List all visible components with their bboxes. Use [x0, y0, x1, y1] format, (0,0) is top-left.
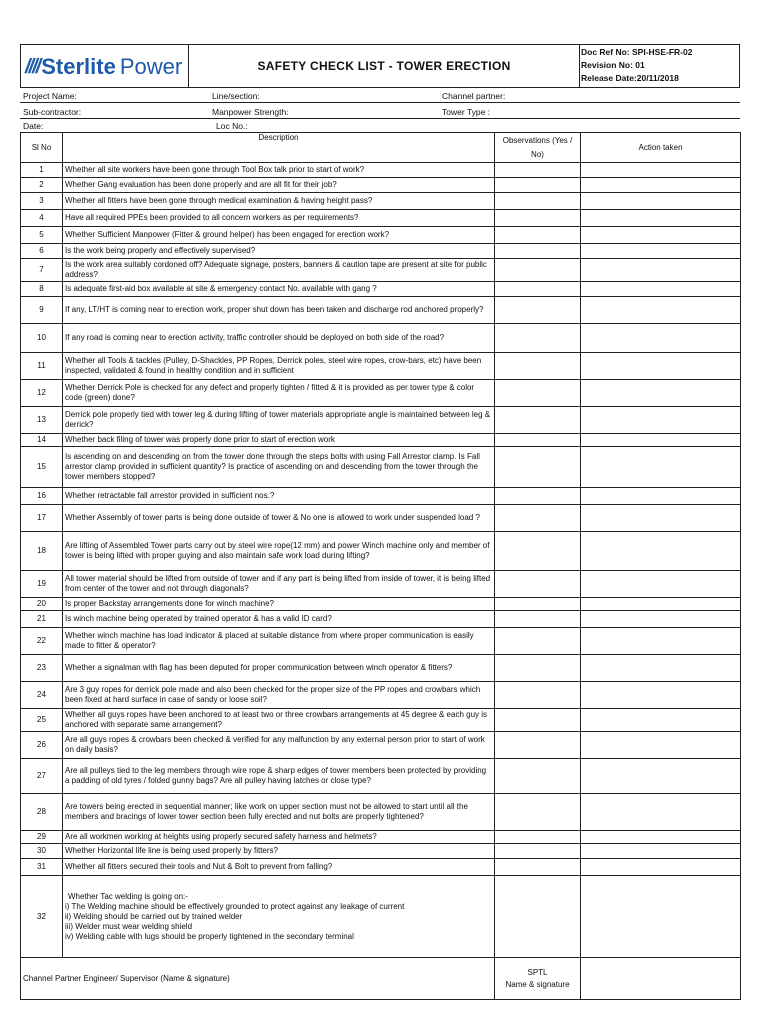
observation-cell[interactable]: [495, 628, 581, 655]
row-description: Whether Sufficient Manpower (Fitter & ground helper) has been engaged for erection work?: [63, 227, 495, 244]
company-logo: [25, 49, 185, 85]
observation-cell[interactable]: [495, 831, 581, 844]
project-name-label: Project Name:: [23, 91, 77, 101]
action-taken-cell[interactable]: [581, 163, 741, 178]
observation-cell[interactable]: [495, 505, 581, 532]
table-row: [21, 178, 741, 193]
action-taken-cell[interactable]: [581, 178, 741, 193]
sptl-label: SPTL: [527, 967, 548, 977]
row-description: Are all workmen working at heights using properly secured safety harness and helmets?: [63, 831, 495, 844]
table-row: [21, 227, 741, 244]
action-taken-cell[interactable]: [581, 844, 741, 859]
row-sl: 21: [21, 611, 63, 628]
row32-line: i) The Welding machine should be effectively grounded to protect against any leakage of current: [65, 901, 405, 911]
sptl-name-signature-label: Name & signature: [505, 979, 570, 989]
row-description: Whether Gang evaluation has been done properly and are all fit for their job?: [63, 178, 495, 193]
row-description: Whether back filing of tower was properly done prior to start of erection work: [63, 434, 495, 447]
row-sl: 32: [21, 876, 63, 958]
row32-line: iv) Welding cable with lugs should be properly tightened in the secondary terminal: [65, 931, 354, 941]
row-sl: 24: [21, 682, 63, 709]
observation-cell[interactable]: [495, 794, 581, 831]
row-description: Is the work area suitably cordoned off? Adequate signage, posters, banners & caution tape are present at site for public address?: [63, 259, 495, 282]
observation-cell[interactable]: [495, 876, 581, 958]
action-taken-cell[interactable]: [581, 732, 741, 759]
row-description: Is the work being properly and effectively supervised?: [63, 244, 495, 259]
row-sl: 3: [21, 193, 63, 210]
observation-cell[interactable]: [495, 434, 581, 447]
document-title: SAFETY CHECK LIST - TOWER ERECTION: [188, 45, 580, 87]
row-sl: 4: [21, 210, 63, 227]
observation-cell[interactable]: [495, 380, 581, 407]
table-row: [21, 193, 741, 210]
observation-cell[interactable]: [495, 732, 581, 759]
release-date: Release Date:20/11/2018: [581, 73, 679, 83]
row-sl: 30: [21, 844, 63, 859]
action-taken-cell[interactable]: [581, 794, 741, 831]
observation-cell[interactable]: [495, 259, 581, 282]
observation-cell[interactable]: [495, 407, 581, 434]
row32-line: Whether Tac welding is going on:-: [68, 891, 188, 901]
observation-cell[interactable]: [495, 709, 581, 732]
observation-cell[interactable]: [495, 163, 581, 178]
sptl-signature[interactable]: [495, 958, 581, 1000]
table-row: [21, 598, 741, 611]
row-description: Whether all site workers have been gone through Tool Box talk prior to start of work?: [63, 163, 495, 178]
row-sl: 26: [21, 732, 63, 759]
row-sl: 8: [21, 282, 63, 297]
row-description: Whether a signalman with flag has been deputed for proper communication between winch operator & fitters?: [63, 655, 495, 682]
row-sl: 16: [21, 488, 63, 505]
observation-cell[interactable]: [495, 297, 581, 324]
row-sl: 13: [21, 407, 63, 434]
action-taken-cell[interactable]: [581, 282, 741, 297]
row-sl: 31: [21, 859, 63, 876]
observation-cell[interactable]: [495, 532, 581, 571]
table-row: [21, 324, 741, 353]
info-row-1: [20, 91, 740, 103]
document-info: [581, 46, 739, 85]
info-row-3: [20, 121, 740, 132]
action-taken-cell[interactable]: [581, 227, 741, 244]
col-observations: Observations (Yes / No): [495, 133, 581, 163]
table-row: [21, 282, 741, 297]
table-row: [21, 434, 741, 447]
action-taken-cell[interactable]: [581, 407, 741, 434]
row-description: If any road is coming near to erection activity, traffic controller should be deployed on both side of the road?: [63, 324, 495, 353]
col-action-taken: Action taken: [581, 133, 741, 163]
tower-type-label: Tower Type :: [442, 107, 491, 117]
observation-cell[interactable]: [495, 324, 581, 353]
row-description: Have all required PPEs been provided to all concern workers as per requirements?: [63, 210, 495, 227]
row-description: Are towers being erected in sequential manner; like work on upper section must not be allowed to start until all the members and bracings of lower tower section been fully erected and nut bolts are properly tightened?: [63, 794, 495, 831]
row-description: Whether Horizontal life line is being used properly by fitters?: [63, 844, 495, 859]
loc-no-label: Loc No.:: [216, 121, 248, 131]
doc-ref: Doc Ref No: SPI-HSE-FR-02: [581, 47, 693, 57]
checklist-table: [20, 132, 741, 1000]
row-description: Is ascending on and descending on from the tower done through the steps bolts with using Fall Arrestor clamp. Is Fall arrestor clamp provided in sufficient quantity? Is practice of ascending on and descending from the tower through the tower members stopped?: [63, 447, 495, 488]
row-sl: 27: [21, 759, 63, 794]
row-sl: 18: [21, 532, 63, 571]
row-sl: 25: [21, 709, 63, 732]
action-taken-cell[interactable]: [581, 655, 741, 682]
table-row: [21, 876, 741, 958]
row-description: Is proper Backstay arrangements done for winch machine?: [63, 598, 495, 611]
table-row: [21, 571, 741, 598]
action-taken-cell[interactable]: [581, 831, 741, 844]
table-row: [21, 611, 741, 628]
action-taken-cell[interactable]: [581, 709, 741, 732]
manpower-label: Manpower Strength:: [212, 107, 289, 117]
table-row: [21, 844, 741, 859]
action-taken-cell[interactable]: [581, 505, 741, 532]
logo-text-sterlite: Sterlite: [41, 54, 116, 79]
observation-cell[interactable]: [495, 193, 581, 210]
action-taken-cell[interactable]: [581, 447, 741, 488]
observation-cell[interactable]: [495, 682, 581, 709]
row-description: Whether all Tools & tackles (Pulley, D-Shackles, PP Ropes, Derrick poles, steel wire ropes, crow-bars, etc) have been inspected, validated & found in healthy condition and in sufficient: [63, 353, 495, 380]
row-description: Whether all fitters secured their tools and Nut & Bolt to prevent from falling?: [63, 859, 495, 876]
channel-partner-signature[interactable]: Channel Partner Engineer/ Supervisor (Name & signature): [21, 958, 495, 1000]
action-taken-cell[interactable]: [581, 859, 741, 876]
row-description: Are all guys ropes & crowbars been checked & verified for any malfunction by any external person prior to start of work on daily basis?: [63, 732, 495, 759]
observation-cell[interactable]: [495, 598, 581, 611]
action-taken-cell[interactable]: [581, 532, 741, 571]
table-row: [21, 732, 741, 759]
row-description: Are lifting of Assembled Tower parts carry out by steel wire rope(12 mm) and power Winch machine only and member of tower is being lifted with proper guying and also maintain safe work load during lifting?: [63, 532, 495, 571]
col-description: Description: [63, 133, 495, 163]
table-row: [21, 682, 741, 709]
date-label: Date:: [23, 121, 44, 131]
observation-cell[interactable]: [495, 178, 581, 193]
line-section-label: Line/section:: [212, 91, 260, 101]
observation-cell[interactable]: [495, 859, 581, 876]
observation-cell[interactable]: [495, 611, 581, 628]
table-row: [21, 380, 741, 407]
observation-cell[interactable]: [495, 210, 581, 227]
row-sl: 23: [21, 655, 63, 682]
action-taken-cell[interactable]: [581, 353, 741, 380]
table-row: [21, 163, 741, 178]
observation-cell[interactable]: [495, 244, 581, 259]
table-row: [21, 532, 741, 571]
row-sl: 2: [21, 178, 63, 193]
row-sl: 9: [21, 297, 63, 324]
row-description: If any, LT/HT is coming near to erection work, proper shut down has been taken and discharge rod anchored properly?: [63, 297, 495, 324]
table-row: [21, 407, 741, 434]
action-taken-cell[interactable]: [581, 297, 741, 324]
action-taken-cell[interactable]: [581, 324, 741, 353]
observation-cell[interactable]: [495, 655, 581, 682]
channel-partner-label: Channel partner:: [442, 91, 506, 101]
action-taken-cell[interactable]: [581, 611, 741, 628]
row32-line: iii) Welder must wear welding shield: [65, 921, 193, 931]
row-sl: 19: [21, 571, 63, 598]
action-taken-cell[interactable]: [581, 244, 741, 259]
table-row: [21, 628, 741, 655]
row-description: Are 3 guy ropes for derrick pole made and also been checked for the proper size of the PP ropes and crowbars which been fixed at hard surface in case of sandy or loose soil?: [63, 682, 495, 709]
row-sl: 7: [21, 259, 63, 282]
action-taken-cell[interactable]: [581, 759, 741, 794]
action-taken-cell[interactable]: [581, 380, 741, 407]
observation-cell[interactable]: [495, 844, 581, 859]
table-row: [21, 859, 741, 876]
document-header: [20, 44, 740, 88]
table-row: [21, 709, 741, 732]
row-sl: 14: [21, 434, 63, 447]
row-sl: 1: [21, 163, 63, 178]
row-sl: 22: [21, 628, 63, 655]
col-sl-no: Sl No: [21, 133, 63, 163]
row-description: Whether winch machine has load indicator & placed at suitable distance from where proper communication is easily made to fitter & operator?: [63, 628, 495, 655]
row-sl: 5: [21, 227, 63, 244]
observation-cell[interactable]: [495, 571, 581, 598]
signature-blank-cell[interactable]: [581, 958, 741, 1000]
row-description: Whether all fitters have been gone through medical examination & having height pass?: [63, 193, 495, 210]
logo-stripes-icon: ////: [25, 55, 40, 78]
action-taken-cell[interactable]: [581, 259, 741, 282]
table-row: [21, 210, 741, 227]
table-row: [21, 244, 741, 259]
action-taken-cell[interactable]: [581, 193, 741, 210]
row-sl: 12: [21, 380, 63, 407]
logo-text-power: Power: [119, 54, 183, 79]
row-description: Are all pulleys tied to the leg members through wire rope & sharp edges of tower members been protected by providing a padding of old tyres / folded gunny bags? Are all pulley having latches or close type?: [63, 759, 495, 794]
observation-cell[interactable]: [495, 282, 581, 297]
row-sl: 6: [21, 244, 63, 259]
action-taken-cell[interactable]: [581, 571, 741, 598]
row-sl: 20: [21, 598, 63, 611]
action-taken-cell[interactable]: [581, 210, 741, 227]
table-row: [21, 831, 741, 844]
row-sl: 17: [21, 505, 63, 532]
action-taken-cell[interactable]: [581, 488, 741, 505]
table-row: [21, 259, 741, 282]
row-sl: 10: [21, 324, 63, 353]
row-description: [63, 876, 495, 958]
table-row: [21, 488, 741, 505]
action-taken-cell[interactable]: [581, 434, 741, 447]
action-taken-cell[interactable]: [581, 598, 741, 611]
table-row: [21, 297, 741, 324]
observation-cell[interactable]: [495, 447, 581, 488]
info-row-2: [20, 107, 740, 119]
row-description: Whether Derrick Pole is checked for any defect and properly tighten / fitted & it is provided as per tower type & color code (green) done?: [63, 380, 495, 407]
table-row: [21, 794, 741, 831]
row-description: Whether Assembly of tower parts is being done outside of tower & No one is allowed to work under suspended load ?: [63, 505, 495, 532]
row-description: Is winch machine being operated by trained operator & has a valid ID card?: [63, 611, 495, 628]
row-description: Derrick pole properly tied with tower leg & during lifting of tower materials appropriate angle is maintained between leg & derrick?: [63, 407, 495, 434]
table-row: [21, 655, 741, 682]
observation-cell[interactable]: [495, 488, 581, 505]
table-row: [21, 447, 741, 488]
row-sl: 11: [21, 353, 63, 380]
observation-cell[interactable]: [495, 759, 581, 794]
row-description: Whether all guys ropes have been anchored to at least two or three crowbars arrangements at 45 degree & each guy is anchored with separate same arrangement?: [63, 709, 495, 732]
row-sl: 15: [21, 447, 63, 488]
checklist-sheet: [20, 44, 740, 1000]
action-taken-cell[interactable]: [581, 876, 741, 958]
row-sl: 28: [21, 794, 63, 831]
row32-line: ii) Welding should be carried out by trained welder: [65, 911, 243, 921]
subcontractor-label: Sub-contractor:: [23, 107, 82, 117]
observation-cell[interactable]: [495, 227, 581, 244]
revision: Revision No: 01: [581, 60, 645, 70]
observation-cell[interactable]: [495, 353, 581, 380]
signature-row: [21, 958, 741, 1000]
action-taken-cell[interactable]: [581, 628, 741, 655]
table-row: [21, 759, 741, 794]
action-taken-cell[interactable]: [581, 682, 741, 709]
table-row: [21, 505, 741, 532]
table-row: [21, 353, 741, 380]
row-sl: 29: [21, 831, 63, 844]
row-description: Is adequate first-aid box available at site & emergency contact No. available with gang ?: [63, 282, 495, 297]
row-description: All tower material should be lifted from outside of tower and if any part is being lifted from inside of tower, it is being lifted from center of the tower and not through diagonals?: [63, 571, 495, 598]
row-description: Whether retractable fall arrestor provided in sufficient nos.?: [63, 488, 495, 505]
